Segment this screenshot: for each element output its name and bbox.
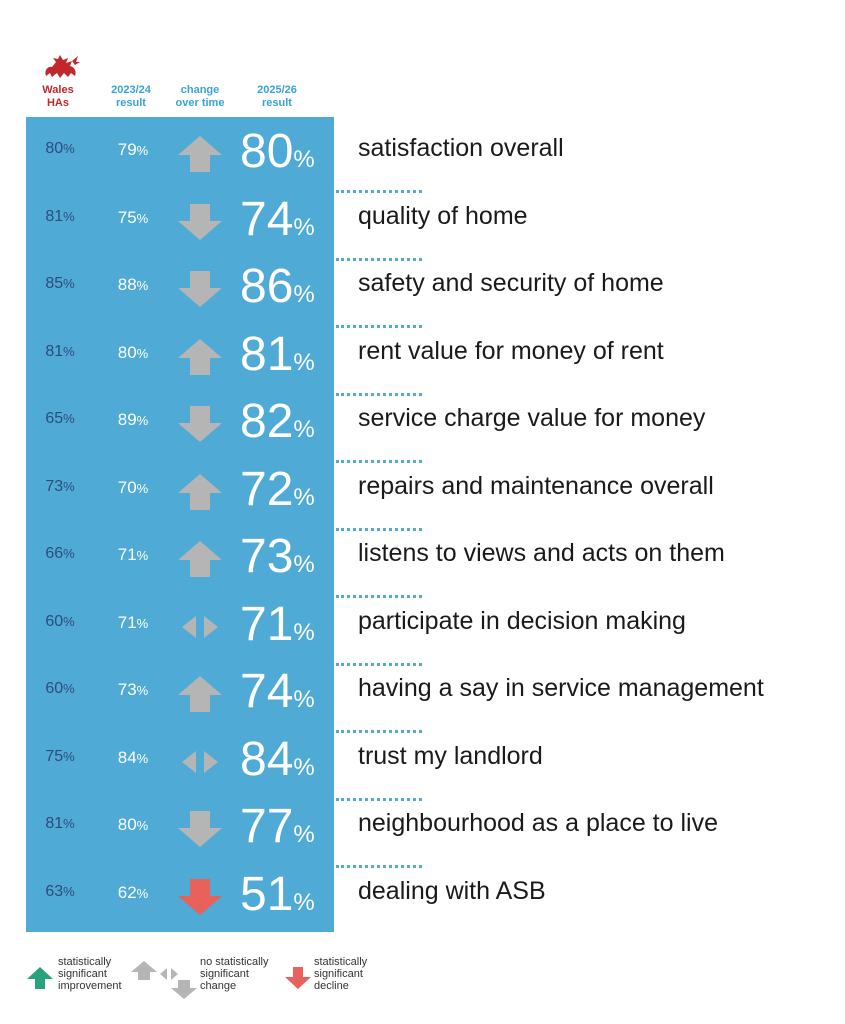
current-result-value [240,797,330,857]
wales-ha-number: 60 [45,612,64,630]
header-wales-line1: Wales [42,84,74,96]
wales-ha-value [30,343,90,361]
percent-sign: % [136,413,149,428]
percent-sign: % [136,210,149,226]
percent-sign: % [136,278,149,293]
percent-sign: % [63,276,75,291]
header-change-over-time [164,84,236,110]
legend-decline-line3: decline [314,980,349,992]
result-row [0,394,845,461]
wales-ha-number: 81 [45,207,64,225]
result-row [0,327,845,394]
header-curr-line1: 2025/26 [257,84,297,96]
legend-decline-line2: significant [314,968,363,980]
percent-sign: % [63,208,75,224]
wales-ha-value [30,883,90,901]
result-row [0,867,845,934]
percent-sign: % [63,681,75,696]
legend-none-line1: no statistically [200,956,269,968]
percent-sign: % [63,478,75,494]
previous-result-value [100,343,166,363]
result-row [0,259,845,326]
measure-label: rent value for money of rent [358,336,664,365]
wales-ha-value [30,208,90,226]
wales-ha-number: 81 [45,342,64,360]
legend-improvement [58,956,122,992]
percent-sign: % [63,883,75,899]
wales-ha-value [30,140,90,158]
down-arrow-icon [176,404,224,444]
previous-result-value [100,545,166,565]
wales-ha-number: 60 [45,680,64,697]
current-result-value [240,527,330,587]
welsh-dragon-icon [40,50,82,82]
measure-label: listens to views and acts on them [358,539,725,567]
current-result-number: 81 [240,327,294,381]
down-arrow-icon [176,202,224,242]
percent-sign: % [293,888,315,916]
down-arrow-icon [176,877,224,917]
previous-result-number: 80 [117,815,137,834]
result-row [0,732,845,799]
percent-sign: % [293,686,315,713]
wales-ha-value [30,478,90,496]
measure-label: service charge value for money [358,404,706,432]
down-arrow-icon [176,809,224,849]
current-result-number: 71 [240,597,294,651]
previous-result-number: 89 [117,410,137,429]
percent-sign: % [63,546,75,561]
percent-sign: % [136,143,149,158]
header-current-result [240,84,314,110]
up-arrow-icon [176,337,224,377]
percent-sign: % [136,345,149,361]
measure-label: dealing with ASB [358,876,546,905]
previous-result-value [100,748,166,768]
percent-sign: % [136,480,149,496]
percent-sign: % [293,348,315,376]
current-result-number: 84 [240,732,294,786]
previous-result-number: 70 [117,477,137,497]
measure-label: safety and security of home [358,269,664,297]
result-row [0,799,845,866]
wales-ha-number: 66 [45,545,64,562]
legend-none-line2: significant [200,968,249,980]
legend-decline [314,956,367,992]
current-result-number: 77 [240,800,294,853]
previous-result-value [100,275,166,295]
percent-sign: % [136,818,149,833]
percent-sign: % [293,821,315,848]
previous-result-value [100,478,166,498]
wales-ha-value [30,275,90,293]
measure-label: trust my landlord [358,741,543,770]
header-wales-line2: HAs [46,97,69,109]
measure-label: satisfaction overall [358,134,564,162]
legend-decline-line1: statistically [314,956,368,968]
current-result-number: 51 [240,867,294,921]
previous-result-value [100,410,166,430]
current-result-number: 73 [240,530,294,583]
percent-sign: % [136,615,149,631]
previous-result-value [100,208,166,228]
current-result-value [240,392,330,452]
current-result-value [240,595,330,655]
percent-sign: % [136,548,149,563]
current-result-value [240,730,330,790]
current-result-value [240,662,330,722]
percent-sign: % [63,411,75,426]
legend-none-line3: change [200,980,237,992]
measure-label: participate in decision making [358,606,686,635]
previous-result-number: 62 [117,882,137,902]
previous-result-value [100,140,166,160]
wales-ha-number: 73 [45,477,64,495]
previous-result-value [100,680,166,700]
header-curr-line2: result [262,97,292,109]
current-result-value [240,865,330,925]
result-row [0,462,845,529]
percent-sign: % [63,613,75,629]
previous-result-number: 71 [117,545,137,564]
wales-ha-number: 85 [45,275,64,292]
wales-ha-value [30,748,90,766]
legend-improve-line3: improvement [58,980,122,992]
no-change-arrows-icon [130,960,198,1000]
current-result-value [240,257,330,317]
header-previous-result [98,84,164,110]
result-row [0,192,845,259]
up-arrow-icon [176,472,224,512]
wales-ha-number: 65 [45,410,64,427]
percent-sign: % [63,343,75,359]
wales-ha-value [30,613,90,631]
result-row [0,664,845,731]
current-result-value [240,122,330,182]
previous-result-number: 75 [117,207,137,227]
percent-sign: % [293,483,315,511]
current-result-number: 72 [240,462,294,516]
current-result-number: 74 [240,192,294,246]
percent-sign: % [293,416,315,443]
percent-sign: % [293,146,315,173]
measure-label: having a say in service management [358,674,764,702]
current-result-number: 82 [240,395,294,448]
no-change-arrows-icon [176,742,224,782]
percent-sign: % [293,551,315,578]
result-row [0,529,845,596]
percent-sign: % [136,683,149,698]
measure-label: neighbourhood as a place to live [358,809,718,837]
up-arrow-icon [176,674,224,714]
percent-sign: % [293,281,315,308]
header-change-line2: over time [175,97,225,109]
previous-result-number: 79 [117,140,137,159]
wales-ha-number: 80 [45,140,64,157]
current-result-value [240,460,330,520]
header-prev-line1: 2023/24 [111,84,151,96]
percent-sign: % [293,618,315,646]
measure-label: quality of home [358,201,528,230]
percent-sign: % [63,748,75,764]
current-result-number: 80 [240,125,294,178]
wales-ha-value [30,680,90,698]
legend-improve-line2: significant [58,968,107,980]
previous-result-value [100,883,166,903]
percent-sign: % [136,885,149,901]
percent-sign: % [293,213,315,241]
header-prev-line2: result [116,97,146,109]
header-wales-has [30,84,86,110]
decline-arrow-icon [284,966,312,990]
previous-result-number: 80 [117,342,137,362]
previous-result-value [100,815,166,835]
current-result-number: 86 [240,260,294,313]
current-result-number: 74 [240,665,294,718]
no-change-arrows-icon [176,607,224,647]
percent-sign: % [293,753,315,781]
previous-result-number: 88 [117,275,137,294]
current-result-value [240,325,330,385]
current-result-value [240,190,330,250]
up-arrow-icon [176,539,224,579]
measure-label: repairs and maintenance overall [358,471,714,500]
legend-no-change [200,956,268,992]
previous-result-number: 71 [117,612,137,632]
previous-result-value [100,613,166,633]
wales-ha-number: 75 [45,747,64,765]
improvement-arrow-icon [26,966,54,990]
header-change-line1: change [180,84,220,96]
percent-sign: % [136,750,149,766]
previous-result-number: 73 [117,680,137,699]
result-row [0,124,845,191]
up-arrow-icon [176,134,224,174]
percent-sign: % [63,141,75,156]
down-arrow-icon [176,269,224,309]
wales-ha-value [30,815,90,833]
wales-ha-value [30,410,90,428]
percent-sign: % [63,816,75,831]
previous-result-number: 84 [117,747,137,767]
legend-improve-line1: statistically [58,956,112,968]
wales-ha-number: 63 [45,882,64,900]
wales-ha-number: 81 [45,815,64,832]
wales-ha-value [30,545,90,563]
result-row [0,597,845,664]
